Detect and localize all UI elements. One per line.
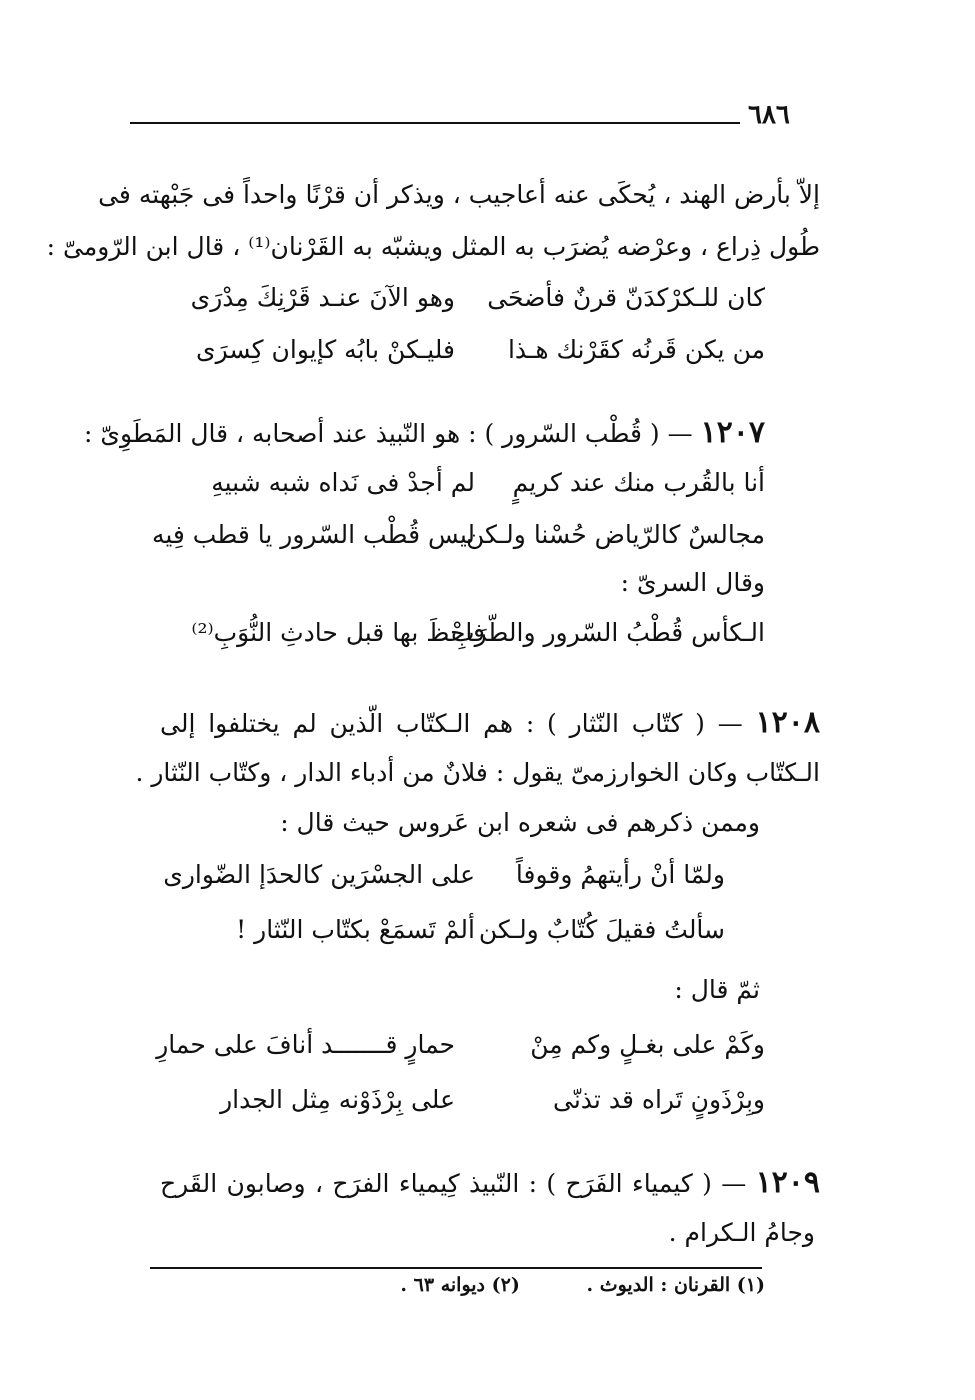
verse-hemistich-first: وبِرْذَونٍ تَراه قد تذنّى (553, 1085, 765, 1114)
footnote-1: (١) القرنان : الديوث . (586, 1274, 765, 1296)
verse-hemistich-first: ولمّا أنْ رأيتهمُ وقوفاً (515, 860, 725, 889)
verse-hemistich-first: كان للـكرْكدَنّ قرنٌ فأضحَى (487, 283, 765, 312)
header-rule (130, 122, 740, 124)
verse-hemistich-second: فاحْظَ بها قبل حادثِ النُّوَبِ⁽²⁾ (191, 618, 485, 647)
verse-hemistich-first: سألتُ فقيلَ كُتّابٌ ولـكن (478, 915, 725, 944)
verse-hemistich-second: حمارٍ قـــــــد أنافَ على حمارِ (156, 1030, 455, 1059)
thumma-qal: ثمّ قال : (674, 975, 760, 1004)
entry-heading-1208 (160, 705, 820, 740)
verse-hemistich-second: وهو الآنَ عنـد قَرْنِكَ مِدْرَى (190, 283, 455, 312)
entry-heading-1207 (84, 415, 765, 450)
paragraph-line: إلاّ بأرض الهند ، يُحكَى عنه أعاجيب ، ويذكر أن قرْنًا واحداً فى جَبْهته فى (98, 180, 820, 209)
verse-hemistich-second: ألمْ تَسمَعْ بكتّاب النّثار ! (236, 915, 475, 944)
verse-hemistich-first: وكَمْ على بغـلٍ وكم مِنْ (530, 1030, 765, 1059)
paragraph-line: طُول ذِراع ، وعرْضه يُضرَب به المثل ويشبّه به القَرْنان⁽¹⁾ ، قال ابن الرّومىّ : (46, 232, 820, 261)
entry-text: — ( كتّاب النّثار ) : هم الـكتّاب الّذين لم يختلفوا إلى (160, 709, 743, 738)
entry-heading-1209 (160, 1165, 820, 1200)
paragraph-line: وممن ذكرهم فى شعره ابن عَروس حيث قال : (280, 808, 760, 837)
sari-intro: وقال السرىّ : (620, 568, 765, 597)
verse-hemistich-first: الـكأس قُطْبُ السّرور والطّرَبِ (451, 618, 765, 647)
entry-number: ١٢٠٨ (755, 705, 820, 740)
verse-hemistich-first: أنا بالقُرب منك عند كريمٍ (512, 468, 765, 497)
verse-hemistich-first: من يكن قَرنُه كقَرْنك هـذا (507, 335, 765, 364)
verse-hemistich-second: على الجسْرَين كالحدَإ الضّوارى (163, 860, 475, 889)
paragraph-line: الـكتّاب وكان الخوارزمىّ يقول : فلانٌ من أدباء الدار ، وكتّاب النّثار . (135, 758, 820, 787)
footnote-rule (150, 1267, 762, 1269)
verse-hemistich-second: فليـكنْ بابُه كإيوان كِسرَى (196, 335, 455, 364)
footnote-2: (٢) ديوانه ٦٣ . (400, 1274, 520, 1296)
verse-hemistich-second: ليس قُطْب السّرور يا قطب فِيه (151, 520, 475, 549)
entry-number: ١٢٠٧ (700, 415, 765, 450)
verse-hemistich-first: مجالسٌ كالرّياض حُسْنا ولـكن (466, 520, 765, 549)
entry-text: — ( قُطْب السّرور ) : هو النّبيذ عند أصحابه ، قال المَطَوِىّ : (84, 419, 693, 448)
verse-hemistich-second: لم أجدْ فى نَداه شبه شبيهِ (211, 468, 475, 497)
verse-hemistich-second: على بِرْذَوْنه مِثل الجدار (220, 1085, 455, 1114)
entry-number: ١٢٠٩ (755, 1165, 821, 1200)
paragraph-line: وجامُ الـكرام . (668, 1218, 815, 1247)
page-number: ٦٨٦ (748, 100, 790, 130)
footnotes (400, 1274, 765, 1296)
entry-text: — ( كيمياء الفَرَح ) : النّبيذ كِيمياء الفرَح ، وصابون القَرح (160, 1169, 747, 1198)
